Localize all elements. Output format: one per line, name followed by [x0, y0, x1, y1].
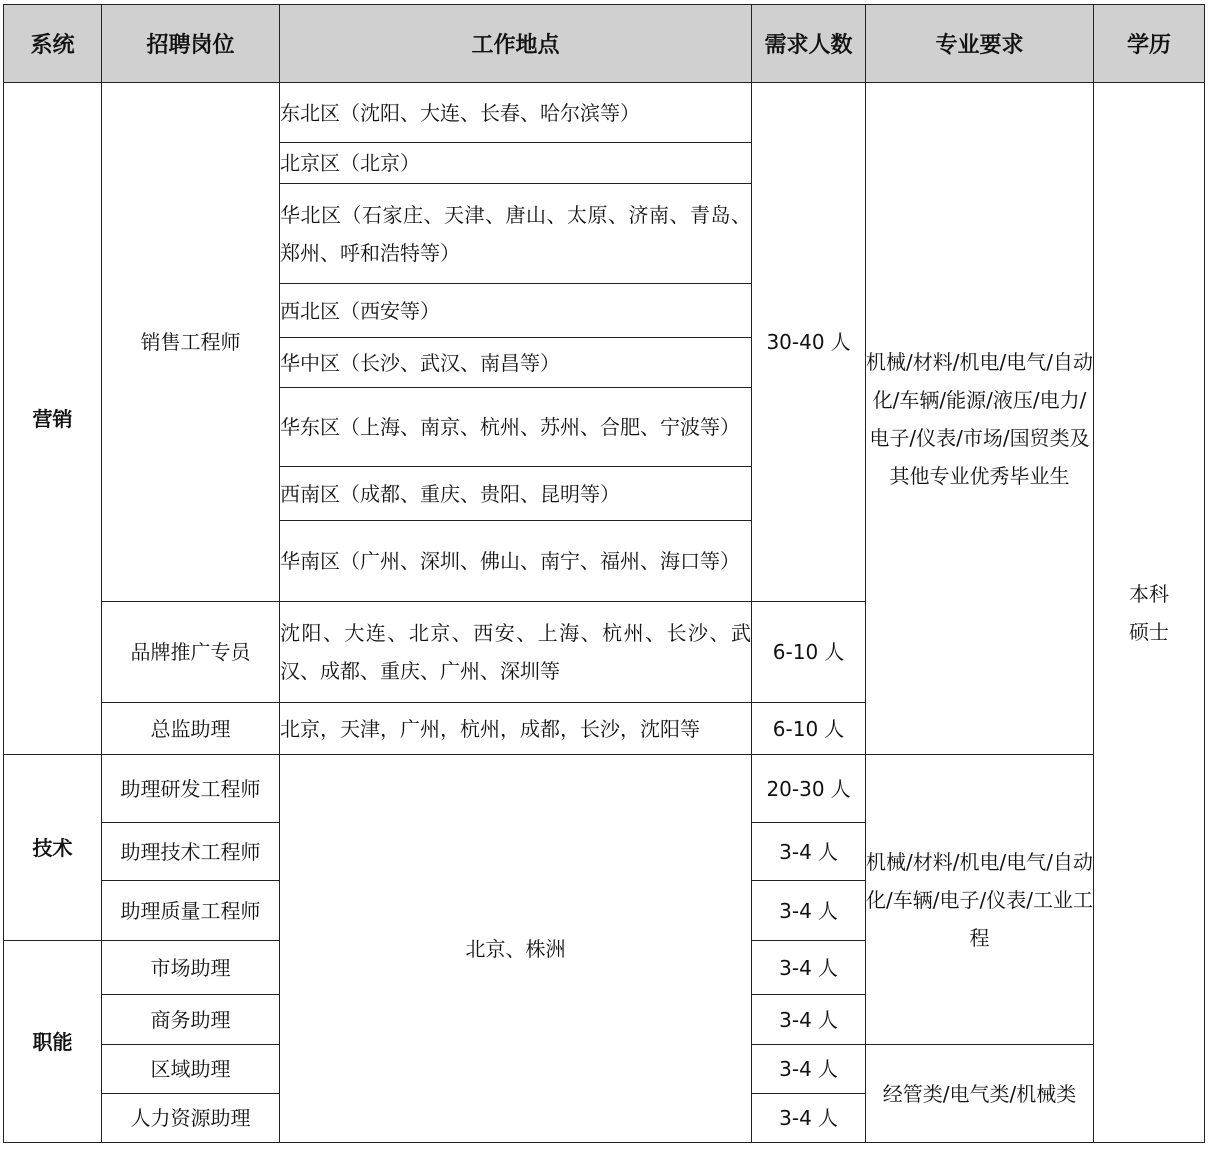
count-tech — [752, 823, 866, 881]
count-value: 6-10 — [772, 640, 819, 664]
position-brand-promoter: 品牌推广专员 — [102, 602, 280, 703]
system-marketing: 营销 — [4, 83, 102, 755]
location-northwest: 西北区（西安等） — [280, 284, 752, 338]
system-function: 职能 — [4, 941, 102, 1143]
count-value: 3-4 — [779, 898, 812, 923]
count-sales — [752, 83, 866, 602]
header-education: 学历 — [1094, 5, 1205, 83]
location-central: 华中区（长沙、武汉、南昌等） — [280, 338, 752, 388]
count-rd — [752, 755, 866, 823]
count-value: 3-4 — [779, 1106, 812, 1130]
position-tech-engineer: 助理技术工程师 — [102, 823, 280, 881]
count-unit: 人 — [817, 839, 838, 864]
location-director: 北京，天津，广州，杭州，成都，长沙，沈阳等 — [280, 703, 752, 755]
count-unit: 人 — [817, 1057, 838, 1081]
count-unit: 人 — [824, 640, 845, 664]
position-sales-engineer: 销售工程师 — [102, 83, 280, 602]
location-northeast: 东北区（沈阳、大连、长春、哈尔滨等） — [280, 83, 752, 143]
count-value: 3-4 — [779, 1057, 812, 1081]
position-hr-assistant: 人力资源助理 — [102, 1094, 280, 1143]
education-bachelor: 本科 — [1129, 581, 1169, 606]
table-row — [4, 83, 1205, 143]
header-location: 工作地点 — [280, 5, 752, 83]
count-value: 6-10 — [772, 716, 819, 741]
system-tech: 技术 — [4, 755, 102, 941]
count-quality — [752, 881, 866, 941]
location-north: 华北区（石家庄、天津、唐山、太原、济南、青岛、郑州、呼和浩特等） — [280, 184, 752, 284]
major-marketing: 机械/材料/机电/电气/自动化/车辆/能源/液压/电力/电子/仪表/市场/国贸类及其他专业优秀毕业生 — [866, 83, 1094, 755]
position-rd-engineer: 助理研发工程师 — [102, 755, 280, 823]
education-master: 硕士 — [1129, 619, 1169, 644]
count-unit: 人 — [824, 716, 845, 741]
location-south: 华南区（广州、深圳、佛山、南宁、福州、海口等） — [280, 521, 752, 602]
position-director-assistant: 总监助理 — [102, 703, 280, 755]
recruitment-table — [3, 4, 1205, 1143]
location-brand: 沈阳、大连、北京、西安、上海、杭州、长沙、武汉、成都、重庆、广州、深圳等 — [280, 602, 752, 703]
count-value: 3-4 — [779, 839, 812, 864]
major-technical: 机械/材料/机电/电气/自动化/车辆/电子/仪表/工业工程 — [866, 755, 1094, 1045]
header-system: 系统 — [4, 5, 102, 83]
location-beijing-zhuzhou: 北京、株洲 — [280, 755, 752, 1143]
count-business — [752, 995, 866, 1045]
position-regional-assistant: 区域助理 — [102, 1045, 280, 1094]
count-director — [752, 703, 866, 755]
position-market-assistant: 市场助理 — [102, 941, 280, 995]
count-unit: 人 — [817, 898, 838, 923]
count-unit: 人 — [830, 776, 851, 801]
header-major: 专业要求 — [866, 5, 1094, 83]
location-beijing: 北京区（北京） — [280, 143, 752, 184]
count-market — [752, 941, 866, 995]
count-unit: 人 — [817, 1007, 838, 1032]
count-value: 3-4 — [779, 1007, 812, 1032]
header-row — [4, 5, 1205, 83]
location-southwest: 西南区（成都、重庆、贵阳、昆明等） — [280, 467, 752, 521]
position-quality-engineer: 助理质量工程师 — [102, 881, 280, 941]
count-unit: 人 — [830, 330, 851, 354]
header-position: 招聘岗位 — [102, 5, 280, 83]
count-regional — [752, 1045, 866, 1094]
table-row — [4, 755, 1205, 823]
count-value: 30-40 — [766, 330, 825, 354]
count-value: 3-4 — [779, 955, 812, 980]
count-hr — [752, 1094, 866, 1143]
count-brand — [752, 602, 866, 703]
major-management: 经管类/电气类/机械类 — [866, 1045, 1094, 1143]
position-business-assistant: 商务助理 — [102, 995, 280, 1045]
education-cell — [1094, 83, 1205, 1143]
count-unit: 人 — [817, 955, 838, 980]
count-unit: 人 — [817, 1106, 838, 1130]
location-east: 华东区（上海、南京、杭州、苏州、合肥、宁波等） — [280, 388, 752, 467]
header-count: 需求人数 — [752, 5, 866, 83]
count-value: 20-30 — [766, 776, 825, 801]
